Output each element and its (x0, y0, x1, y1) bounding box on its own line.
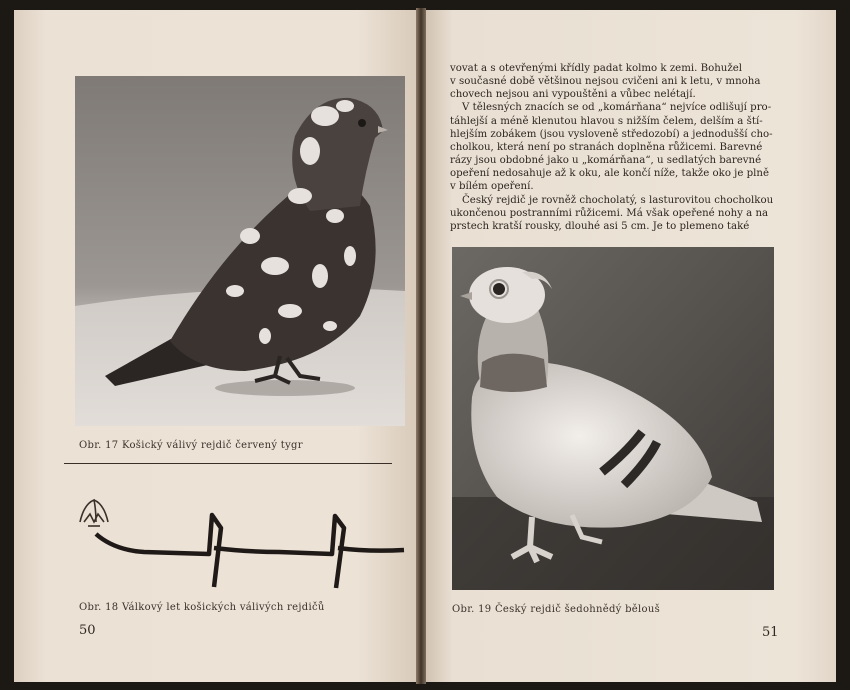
text-line: v současné době většinou nejsou cvičeni ani k letu, v mnoha (450, 76, 761, 88)
pigeon-photo-2 (452, 247, 774, 590)
text-line: vovat a s otevřenými křídly padat kolmo k zemi. Bohužel (450, 63, 743, 74)
text-line: hlejším zobákem (jsou vysloveně středozobí) a jednodušší cho- (450, 128, 773, 140)
text-line: táhlejší a méně klenutou hlavou s nižším čelem, delším a ští- (450, 115, 763, 127)
text-line: rázy jsou obdobné jako u „komárňana“, u sedlatých barevné (450, 155, 762, 167)
page-number-right: 51 (762, 625, 779, 640)
flight-path-diagram (74, 492, 410, 592)
divider-rule (64, 463, 392, 464)
text-line: ukončenou postranními růžicemi. Má však opeřené nohy a na (450, 207, 769, 219)
book-gutter (416, 8, 426, 684)
figure-18-caption: Obr. 18 Válkový let košických válivých rejdičů (79, 602, 325, 613)
page-number-left: 50 (79, 623, 96, 638)
text-line: cholkou, která není po stranách doplněna růžicemi. Barevné (450, 141, 763, 153)
text-line: prstech kratší rousky, dlouhé asi 5 cm. Je to plemeno také (450, 220, 750, 232)
figure-17-photo (75, 76, 405, 426)
pigeon-photo-1 (75, 76, 405, 426)
body-text (450, 62, 810, 233)
text-line: opeření nedosahuje až k oku, ale končí níže, takže oko je plně (450, 168, 769, 180)
text-line: v bílém opeření. (450, 181, 534, 193)
figure-17-caption: Obr. 17 Košický válivý rejdič červený tygr (79, 440, 303, 451)
bird-icon (80, 500, 108, 526)
text-line: Český rejdič je rovněž chocholatý, s lasturovitou chocholkou (462, 194, 774, 206)
text-line: V tělesných znacích se od „komárňana“ nejvíce odlišují pro- (462, 102, 772, 114)
figure-19-caption: Obr. 19 Český rejdič šedohnědý bělouš (452, 604, 661, 615)
text-line: chovech nejsou ani vypouštěni a vůbec nelétají. (450, 89, 696, 101)
figure-18-diagram (74, 492, 410, 592)
figure-19-photo (452, 247, 774, 590)
